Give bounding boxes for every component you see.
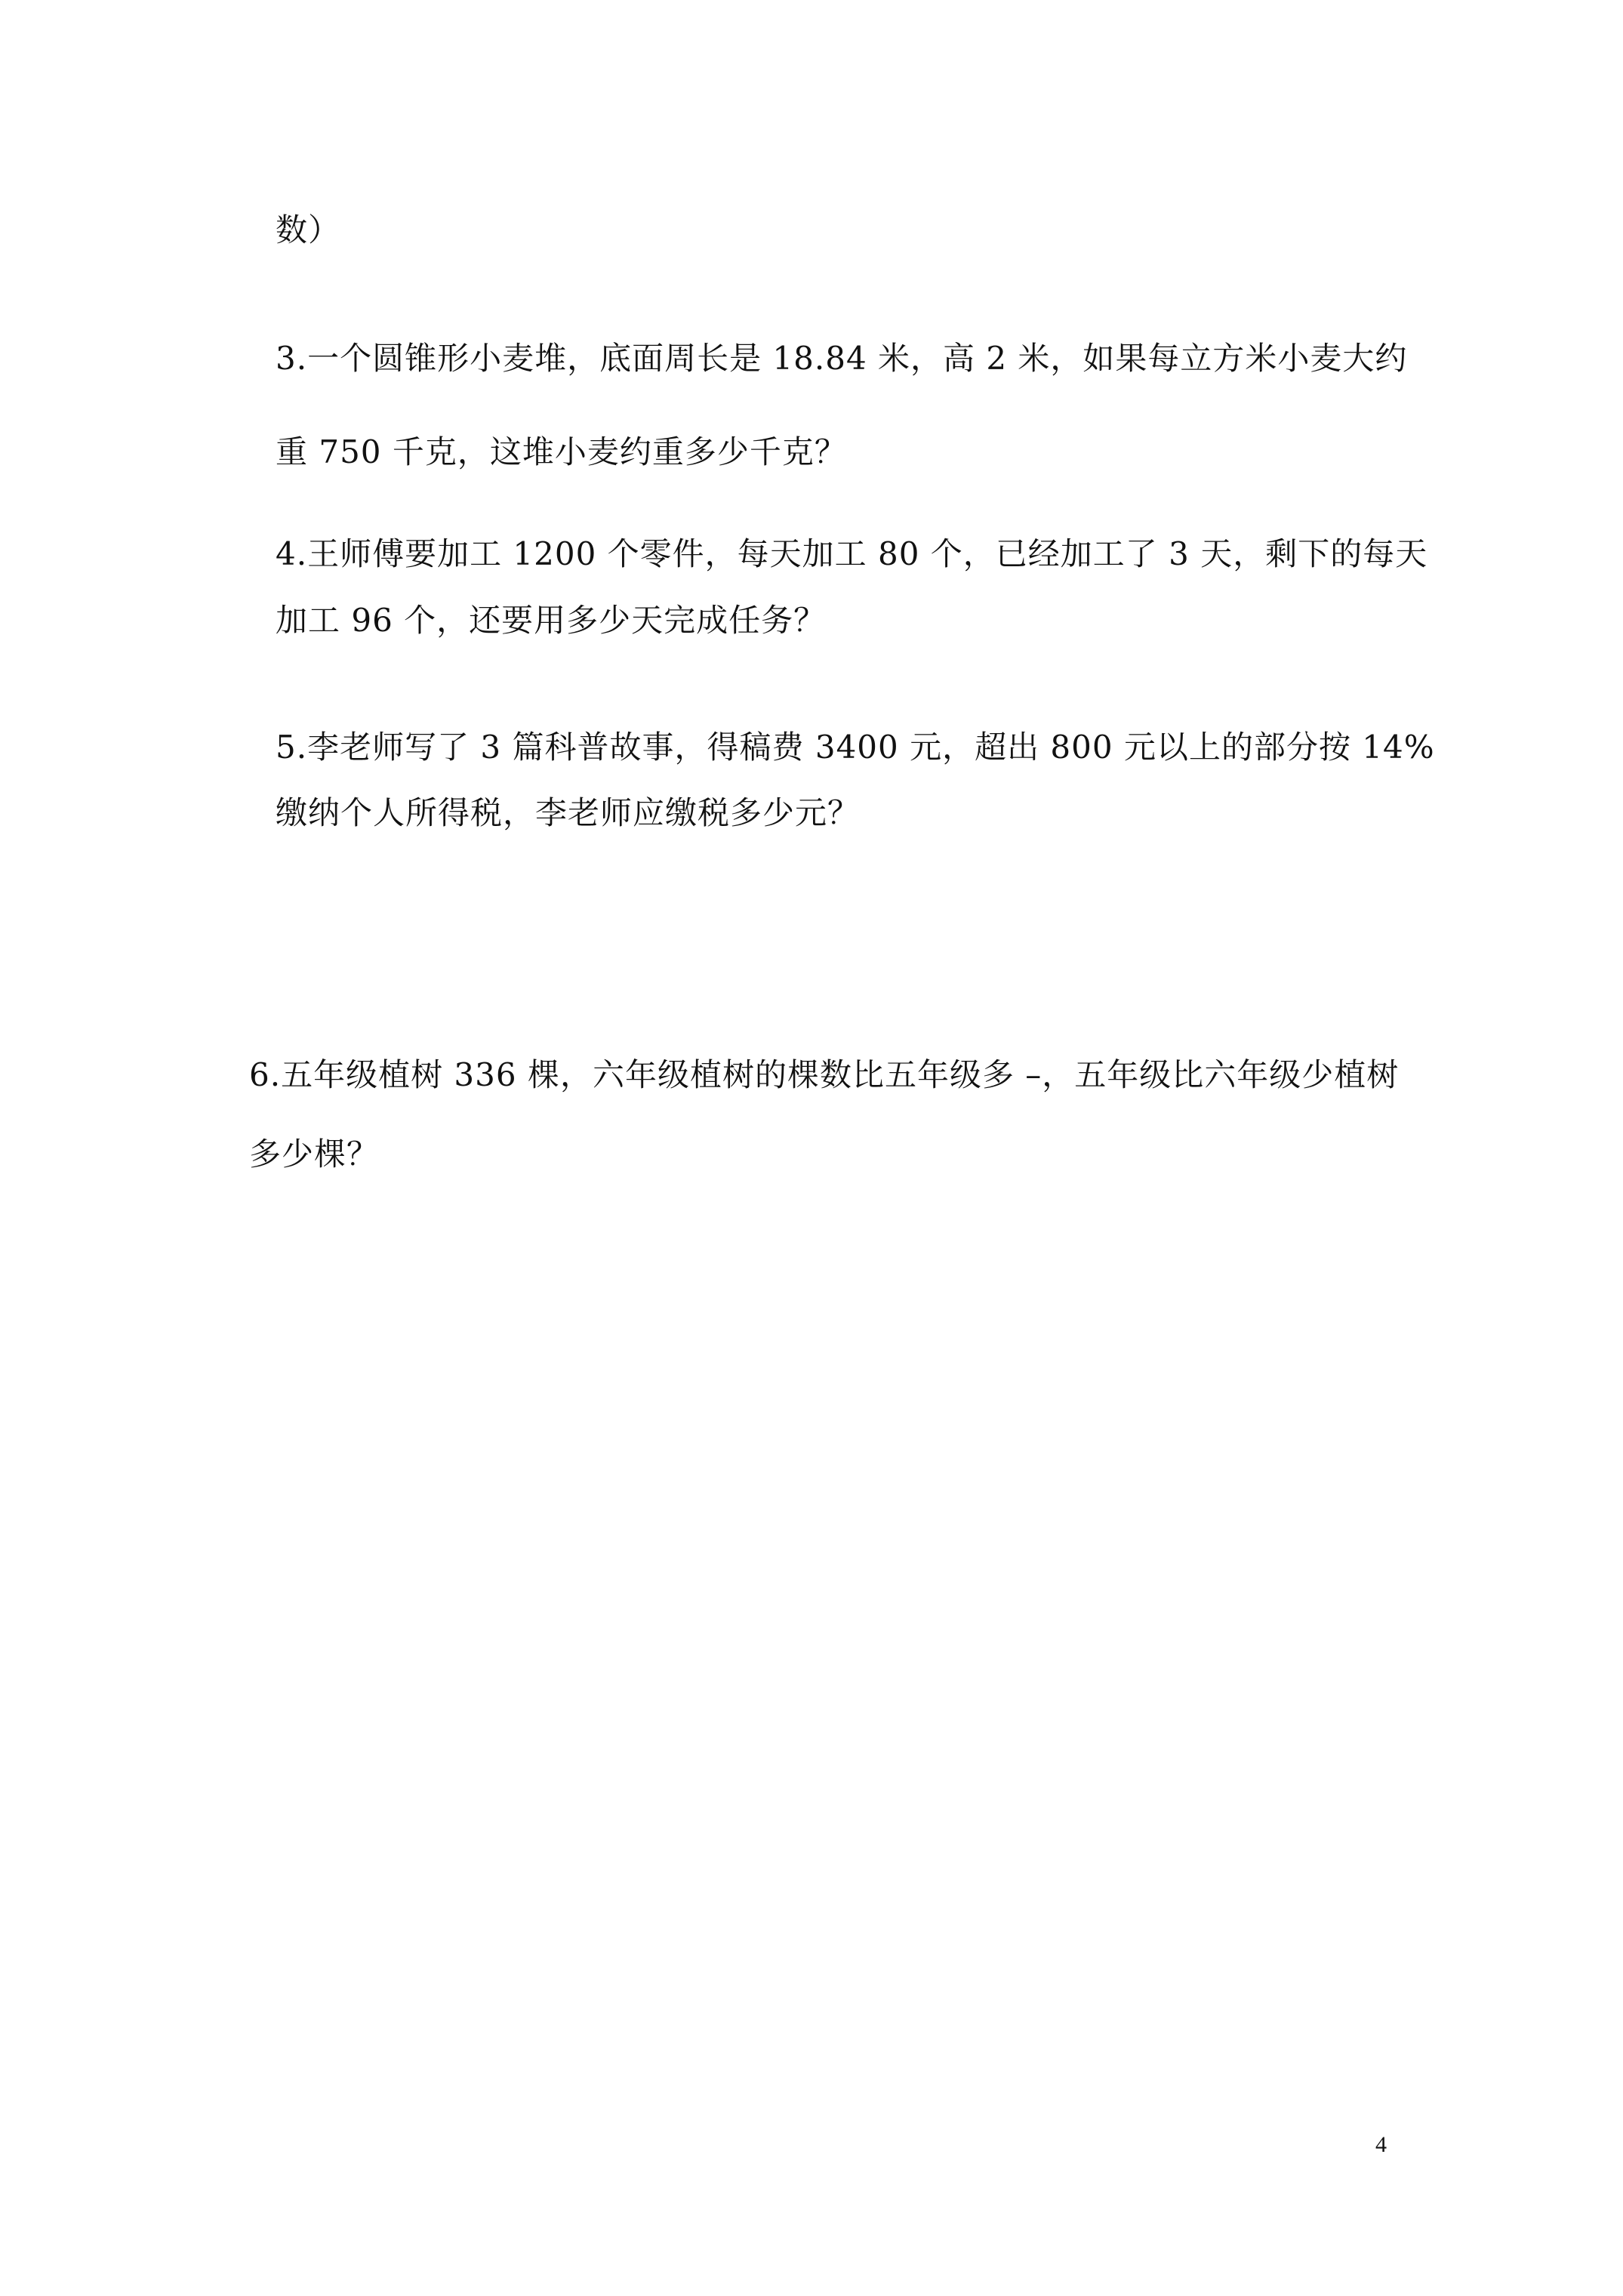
problem-4-line-2: 加工 96 个，还要用多少天完成任务？ — [276, 602, 827, 639]
problem-6-line-2: 多少棵？ — [249, 1136, 380, 1173]
page-number: 4 — [1375, 2132, 1387, 2157]
problem-4-line-1: 4.王师傅要加工 1200 个零件，每天加工 80 个，已经加工了 3 天，剩下的每天 — [276, 535, 1428, 572]
problem-3-line-2: 重 750 千克，这堆小麦约重多少千克？ — [276, 433, 847, 470]
problem-5-line-2: 缴纳个人所得税，李老师应缴税多少元？ — [276, 794, 861, 831]
problem-6-line-1: 6.五年级植树 336 棵，六年级植树的棵数比五年级多 –，五年级比六年级少植树 — [249, 1056, 1400, 1093]
continuation-text: 数） — [276, 211, 341, 248]
problem-5-line-1: 5.李老师写了 3 篇科普故事，得稿费 3400 元，超出 800 元以上的部分按 14% — [276, 729, 1435, 766]
problem-3-line-1: 3.一个圆锥形小麦堆，底面周长是 18.84 米，高 2 米，如果每立方米小麦大约 — [276, 340, 1408, 377]
